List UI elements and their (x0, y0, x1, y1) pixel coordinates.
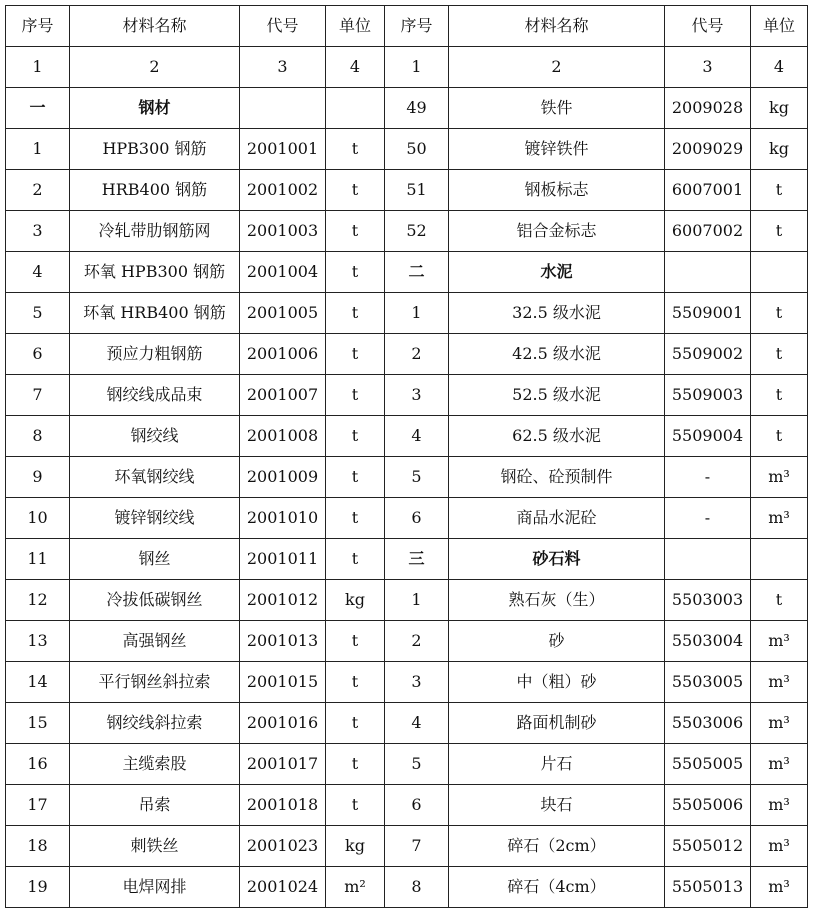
cell-seq: 12 (6, 580, 70, 621)
cell-code-right: 5509004 (665, 416, 751, 457)
cell-code: 2001006 (240, 334, 326, 375)
cell-code: 2001005 (240, 293, 326, 334)
cell-code-right: 5509003 (665, 375, 751, 416)
cell-unit (326, 88, 385, 129)
cell-code: 2001004 (240, 252, 326, 293)
cell-name: 环氧 HPB300 钢筋 (70, 252, 240, 293)
cell-seq: 13 (6, 621, 70, 662)
table-row (6, 785, 808, 826)
cell-seq: 15 (6, 703, 70, 744)
cell-name: HPB300 钢筋 (70, 129, 240, 170)
cell-seq-right: 49 (385, 88, 449, 129)
cell-unit-right: t (751, 211, 808, 252)
cell-seq: 18 (6, 826, 70, 867)
cell-code: 2001012 (240, 580, 326, 621)
cell-seq-right: 6 (385, 785, 449, 826)
cell-unit-right (751, 252, 808, 293)
cell-unit: t (326, 129, 385, 170)
cell-name: 钢绞线斜拉索 (70, 703, 240, 744)
cell-seq: 14 (6, 662, 70, 703)
cell-seq-right: 3 (385, 375, 449, 416)
cell-seq-right: 二 (385, 252, 449, 293)
cell-code: 2001013 (240, 621, 326, 662)
header-cell-seq-right: 序号 (385, 6, 449, 47)
cell-code: 2001008 (240, 416, 326, 457)
cell-unit: t (326, 170, 385, 211)
cell-seq-right: 5 (385, 744, 449, 785)
table-row (6, 867, 808, 908)
cell-unit: t (326, 293, 385, 334)
cell-code-right: 5505006 (665, 785, 751, 826)
header-cell-seq: 序号 (6, 6, 70, 47)
cell-seq: 8 (6, 416, 70, 457)
cell-unit-right: t (751, 170, 808, 211)
cell-name-right: 镀锌铁件 (449, 129, 665, 170)
cell-name-right: 砂石料 (449, 539, 665, 580)
cell-seq: 16 (6, 744, 70, 785)
cell-name: 镀锌钢绞线 (70, 498, 240, 539)
cell-code-right (665, 252, 751, 293)
cell-unit-right: kg (751, 129, 808, 170)
table-row (6, 457, 808, 498)
cell-seq-right: 1 (385, 47, 449, 88)
cell-seq-right: 1 (385, 580, 449, 621)
cell-unit-right: t (751, 580, 808, 621)
cell-code (240, 88, 326, 129)
table-row (6, 498, 808, 539)
cell-name-right: 42.5 级水泥 (449, 334, 665, 375)
cell-name: 高强钢丝 (70, 621, 240, 662)
cell-name: 钢丝 (70, 539, 240, 580)
cell-seq: 19 (6, 867, 70, 908)
cell-seq-right: 51 (385, 170, 449, 211)
cell-code-right: 6007002 (665, 211, 751, 252)
cell-name-right: 32.5 级水泥 (449, 293, 665, 334)
cell-unit-right: t (751, 375, 808, 416)
table-row (6, 826, 808, 867)
cell-code-right: 6007001 (665, 170, 751, 211)
cell-unit-right: m³ (751, 826, 808, 867)
cell-code: 2001015 (240, 662, 326, 703)
cell-name-right: 碎石（4cm） (449, 867, 665, 908)
cell-name: 环氧 HRB400 钢筋 (70, 293, 240, 334)
cell-code-right: 5509001 (665, 293, 751, 334)
materials-table (5, 5, 808, 908)
cell-seq: 1 (6, 129, 70, 170)
table-row (6, 662, 808, 703)
cell-code: 2001002 (240, 170, 326, 211)
cell-code-right: 5503003 (665, 580, 751, 621)
cell-code: 2001016 (240, 703, 326, 744)
cell-name: 冷轧带肋钢筋网 (70, 211, 240, 252)
cell-seq: 9 (6, 457, 70, 498)
table-row (6, 580, 808, 621)
cell-name-right: 2 (449, 47, 665, 88)
cell-name-right: 碎石（2cm） (449, 826, 665, 867)
cell-code-right: - (665, 498, 751, 539)
table-row (6, 47, 808, 88)
cell-name-right: 铝合金标志 (449, 211, 665, 252)
cell-name: 2 (70, 47, 240, 88)
cell-code-right: 2009029 (665, 129, 751, 170)
cell-name-right: 中（粗）砂 (449, 662, 665, 703)
header-cell-unit: 单位 (326, 6, 385, 47)
cell-name: 刺铁丝 (70, 826, 240, 867)
cell-code-right: 5509002 (665, 334, 751, 375)
cell-name: 钢绞线成品束 (70, 375, 240, 416)
table-row (6, 293, 808, 334)
cell-seq-right: 三 (385, 539, 449, 580)
cell-name: 钢绞线 (70, 416, 240, 457)
cell-code: 2001001 (240, 129, 326, 170)
cell-seq-right: 3 (385, 662, 449, 703)
cell-unit-right: m³ (751, 785, 808, 826)
cell-unit: t (326, 539, 385, 580)
cell-unit-right: m³ (751, 867, 808, 908)
cell-unit: m² (326, 867, 385, 908)
cell-code-right: 5503006 (665, 703, 751, 744)
table-row (6, 703, 808, 744)
cell-unit: 4 (326, 47, 385, 88)
table-row (6, 88, 808, 129)
cell-name: 预应力粗钢筋 (70, 334, 240, 375)
cell-seq: 7 (6, 375, 70, 416)
cell-unit: kg (326, 580, 385, 621)
cell-name: HRB400 钢筋 (70, 170, 240, 211)
cell-seq-right: 4 (385, 703, 449, 744)
cell-name: 电焊网排 (70, 867, 240, 908)
cell-unit: t (326, 375, 385, 416)
cell-code: 2001024 (240, 867, 326, 908)
cell-unit-right: m³ (751, 703, 808, 744)
cell-unit-right (751, 539, 808, 580)
cell-code-right: 2009028 (665, 88, 751, 129)
table-row (6, 211, 808, 252)
table-row (6, 252, 808, 293)
header-cell-unit-right: 单位 (751, 6, 808, 47)
cell-name-right: 块石 (449, 785, 665, 826)
cell-name: 环氧钢绞线 (70, 457, 240, 498)
table-row (6, 375, 808, 416)
cell-unit: kg (326, 826, 385, 867)
header-cell-code: 代号 (240, 6, 326, 47)
cell-unit: t (326, 662, 385, 703)
table-row (6, 539, 808, 580)
cell-unit: t (326, 252, 385, 293)
cell-seq-right: 8 (385, 867, 449, 908)
cell-name: 吊索 (70, 785, 240, 826)
cell-code-right: 5505012 (665, 826, 751, 867)
cell-name-right: 熟石灰（生） (449, 580, 665, 621)
header-cell-name: 材料名称 (70, 6, 240, 47)
cell-code: 2001003 (240, 211, 326, 252)
cell-seq-right: 52 (385, 211, 449, 252)
cell-seq: 10 (6, 498, 70, 539)
table-row (6, 416, 808, 457)
cell-name: 冷拔低碳钢丝 (70, 580, 240, 621)
cell-unit-right: m³ (751, 744, 808, 785)
table-row (6, 170, 808, 211)
cell-code: 2001018 (240, 785, 326, 826)
cell-code-right: 5503004 (665, 621, 751, 662)
cell-code: 2001011 (240, 539, 326, 580)
cell-unit: t (326, 621, 385, 662)
cell-name: 钢材 (70, 88, 240, 129)
cell-unit-right: t (751, 334, 808, 375)
cell-seq: 1 (6, 47, 70, 88)
cell-seq-right: 6 (385, 498, 449, 539)
cell-unit: t (326, 334, 385, 375)
cell-unit: t (326, 416, 385, 457)
cell-seq-right: 50 (385, 129, 449, 170)
cell-name-right: 路面机制砂 (449, 703, 665, 744)
cell-name-right: 商品水泥砼 (449, 498, 665, 539)
cell-seq: 一 (6, 88, 70, 129)
cell-seq: 2 (6, 170, 70, 211)
cell-code: 2001017 (240, 744, 326, 785)
cell-unit-right: m³ (751, 498, 808, 539)
header-row (6, 6, 808, 47)
cell-name-right: 52.5 级水泥 (449, 375, 665, 416)
cell-code-right: - (665, 457, 751, 498)
table-row (6, 621, 808, 662)
cell-name-right: 62.5 级水泥 (449, 416, 665, 457)
cell-code: 2001007 (240, 375, 326, 416)
cell-name: 平行钢丝斜拉索 (70, 662, 240, 703)
cell-unit: t (326, 785, 385, 826)
cell-name: 主缆索股 (70, 744, 240, 785)
cell-code-right: 5505005 (665, 744, 751, 785)
cell-seq: 5 (6, 293, 70, 334)
cell-seq-right: 4 (385, 416, 449, 457)
cell-code-right: 3 (665, 47, 751, 88)
cell-seq: 3 (6, 211, 70, 252)
cell-seq-right: 5 (385, 457, 449, 498)
cell-code-right: 5505013 (665, 867, 751, 908)
cell-name-right: 钢砼、砼预制件 (449, 457, 665, 498)
cell-code-right: 5503005 (665, 662, 751, 703)
cell-code: 2001010 (240, 498, 326, 539)
header-cell-code-right: 代号 (665, 6, 751, 47)
cell-code: 3 (240, 47, 326, 88)
cell-unit: t (326, 457, 385, 498)
cell-code: 2001009 (240, 457, 326, 498)
cell-name-right: 铁件 (449, 88, 665, 129)
cell-seq: 17 (6, 785, 70, 826)
cell-unit-right: kg (751, 88, 808, 129)
cell-seq: 11 (6, 539, 70, 580)
cell-name-right: 片石 (449, 744, 665, 785)
cell-code: 2001023 (240, 826, 326, 867)
cell-unit: t (326, 211, 385, 252)
table-row (6, 744, 808, 785)
cell-unit: t (326, 703, 385, 744)
header-cell-name-right: 材料名称 (449, 6, 665, 47)
cell-name-right: 砂 (449, 621, 665, 662)
cell-seq-right: 2 (385, 621, 449, 662)
cell-unit-right: 4 (751, 47, 808, 88)
cell-unit: t (326, 744, 385, 785)
cell-unit: t (326, 498, 385, 539)
table-row (6, 334, 808, 375)
cell-name-right: 水泥 (449, 252, 665, 293)
cell-seq: 6 (6, 334, 70, 375)
cell-unit-right: t (751, 293, 808, 334)
table-row (6, 129, 808, 170)
cell-seq-right: 2 (385, 334, 449, 375)
cell-seq-right: 7 (385, 826, 449, 867)
cell-seq: 4 (6, 252, 70, 293)
cell-unit-right: m³ (751, 621, 808, 662)
cell-seq-right: 1 (385, 293, 449, 334)
cell-unit-right: m³ (751, 457, 808, 498)
cell-unit-right: m³ (751, 662, 808, 703)
cell-code-right (665, 539, 751, 580)
cell-name-right: 钢板标志 (449, 170, 665, 211)
cell-unit-right: t (751, 416, 808, 457)
